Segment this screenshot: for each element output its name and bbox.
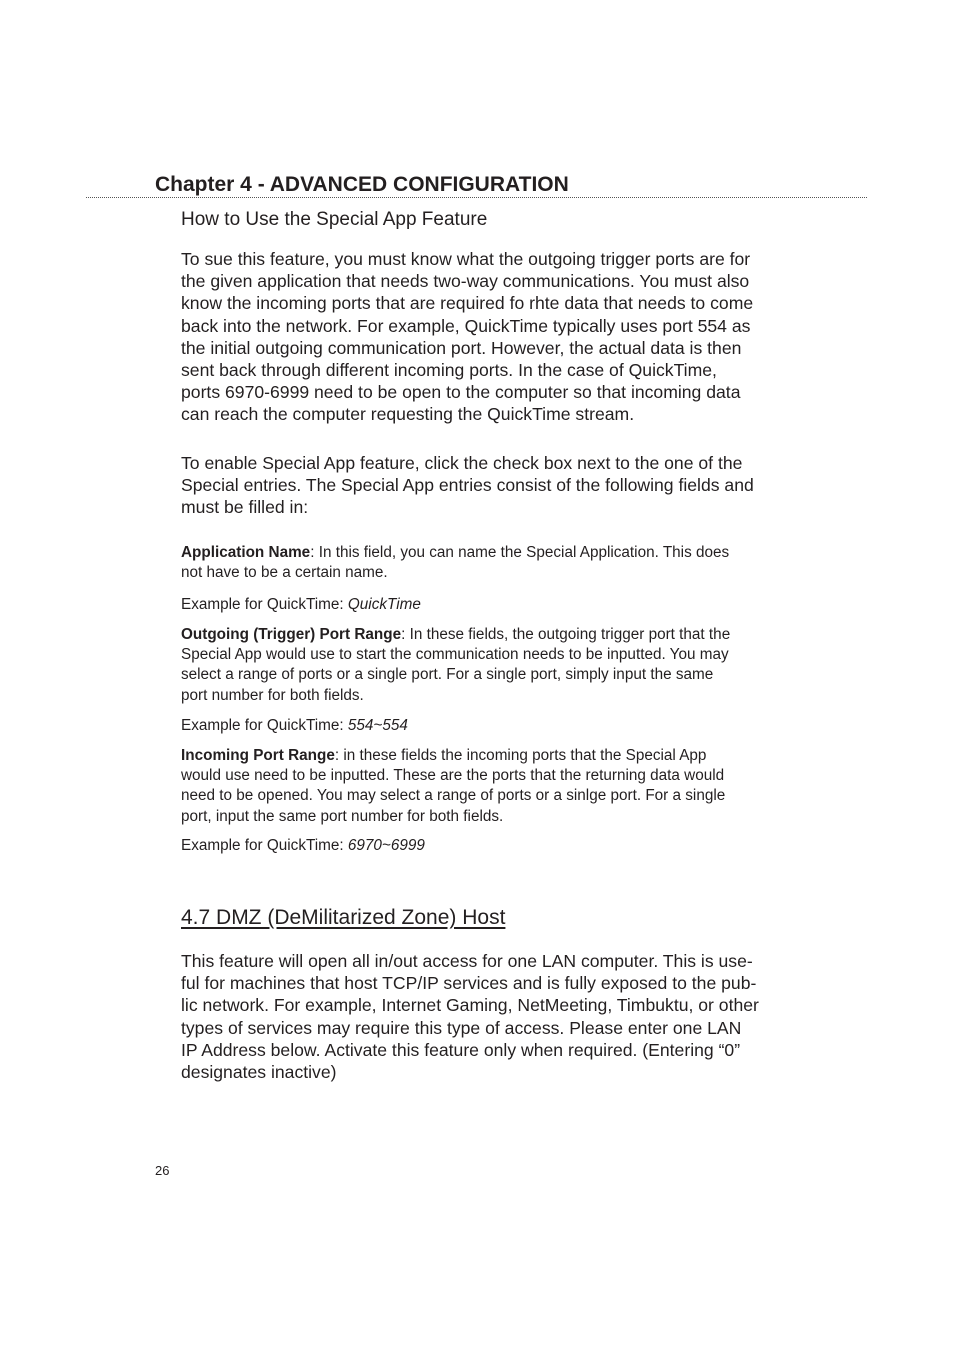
text-line: Special entries. The Special App entries consist of the following fields and bbox=[181, 475, 754, 496]
text-line: This feature will open all in/out access for one LAN computer. This is use- bbox=[181, 951, 753, 971]
text-line: need to be opened. You may select a range of ports or a sinlge port. For a single bbox=[181, 787, 726, 805]
field-text: : In these fields, the outgoing trigger port that the bbox=[401, 626, 731, 643]
text-line: designates inactive) bbox=[181, 1062, 337, 1083]
text-line: lic network. For example, Internet Gaming, NetMeeting, Timbuktu, or other bbox=[181, 995, 759, 1016]
example-prefix: Example for QuickTime: bbox=[181, 837, 348, 854]
text-line: To sue this feature, you must know what the outgoing trigger ports are for bbox=[181, 249, 751, 269]
text-line: types of services may require this type of access. Please enter one LAN bbox=[181, 1017, 742, 1038]
field-label: Application Name bbox=[181, 544, 311, 561]
special-app-title: How to Use the Special App Feature bbox=[181, 209, 488, 230]
field-label: Outgoing (Trigger) Port Range bbox=[181, 626, 402, 643]
page-number: 26 bbox=[155, 1163, 170, 1178]
text-line: the given application that needs two-way communications. You must also bbox=[181, 271, 750, 292]
field-text: : In this field, you can name the Special Application. This does bbox=[310, 544, 730, 561]
text-line bbox=[181, 625, 803, 645]
field-text: : in these fields the incoming ports that the Special App bbox=[334, 747, 707, 764]
text-line bbox=[181, 746, 803, 766]
text-line: not have to be a certain name. bbox=[181, 564, 388, 582]
chapter-title: Chapter 4 - ADVANCED CONFIGURATION bbox=[155, 173, 569, 196]
field-application-name bbox=[181, 543, 803, 583]
text-line: must be filled in: bbox=[181, 497, 309, 518]
text-line: To enable Special App feature, click the check box next to the one of the bbox=[181, 453, 743, 473]
example-incoming bbox=[181, 836, 803, 856]
example-application-name bbox=[181, 595, 803, 615]
example-prefix: Example for QuickTime: bbox=[181, 596, 348, 613]
text-line: port, input the same port number for both fields. bbox=[181, 807, 504, 825]
text-line: know the incoming ports that are required fo rhte data that needs to come bbox=[181, 293, 754, 314]
field-incoming-port-range bbox=[181, 746, 803, 827]
text-line: back into the network. For example, QuickTime typically uses port 554 as bbox=[181, 315, 751, 336]
special-app-enable bbox=[181, 452, 801, 519]
dotted-divider bbox=[86, 197, 867, 198]
special-app-intro bbox=[181, 248, 801, 426]
example-value: 6970~6999 bbox=[347, 837, 425, 854]
example-value: QuickTime bbox=[347, 596, 421, 613]
field-outgoing-port-range bbox=[181, 625, 803, 706]
text-line: can reach the computer requesting the QuickTime stream. bbox=[181, 404, 635, 425]
text-line: sent back through different incoming ports. In the case of QuickTime, bbox=[181, 360, 717, 381]
text-line bbox=[181, 543, 803, 563]
example-outgoing bbox=[181, 716, 803, 736]
text-line: ful for machines that host TCP/IP services and is fully exposed to the pub- bbox=[181, 973, 757, 994]
text-line: select a range of ports or a single port. For a single port, simply input the same bbox=[181, 666, 714, 684]
text-line: the initial outgoing communication port. However, the actual data is then bbox=[181, 337, 742, 358]
text-line: Special App would use to start the communication needs to be inputted. You may bbox=[181, 646, 729, 664]
dmz-section-title: 4.7 DMZ (DeMilitarized Zone) Host bbox=[181, 906, 506, 929]
example-value: 554~554 bbox=[347, 717, 408, 734]
text-line: ports 6970-6999 need to be open to the computer so that incoming data bbox=[181, 382, 741, 403]
text-line: would use need to be inputted. These are the ports that the returning data would bbox=[181, 767, 725, 785]
text-line: IP Address below. Activate this feature only when required. (Entering “0” bbox=[181, 1039, 741, 1060]
example-prefix: Example for QuickTime: bbox=[181, 717, 348, 734]
field-label: Incoming Port Range bbox=[181, 747, 335, 764]
text-line: port number for both fields. bbox=[181, 686, 364, 704]
dmz-description bbox=[181, 950, 801, 1083]
